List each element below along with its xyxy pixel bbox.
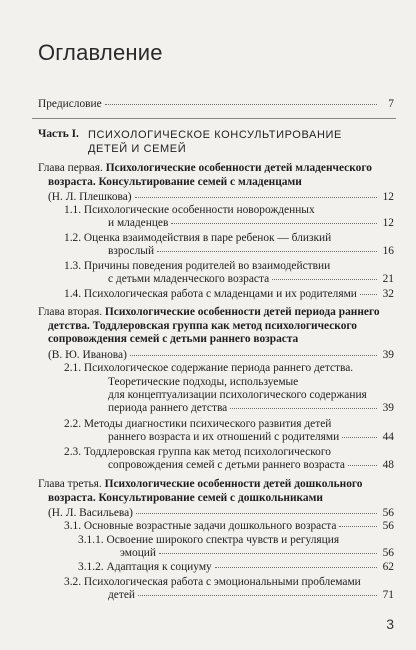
leader-dots (159, 552, 377, 554)
leader-dots (105, 103, 377, 105)
leader-dots (339, 525, 377, 527)
entry-line: 1.3. Причины поведения родителей во взаимодействии (64, 260, 331, 272)
folio-page-number: 3 (386, 616, 394, 632)
chapter-1-author[interactable] (48, 191, 394, 204)
entry-line: 1.4. Психологическая работа с младенцами и их родителями (64, 288, 357, 300)
toc-entry-title: Предисловие (38, 98, 102, 110)
leader-dots (272, 278, 377, 280)
leader-dots (138, 594, 377, 596)
chapter-prefix: Глава первая. (38, 162, 103, 174)
author: (Н. Л. Плешкова) (48, 191, 132, 203)
chapter-2-heading[interactable] (38, 306, 388, 347)
page-number: 32 (382, 288, 394, 300)
chapter-2-author[interactable] (48, 349, 394, 362)
chapter-title: Психологические особенности детей младенческого (105, 162, 372, 174)
leader-dots (230, 407, 377, 409)
entry-line: Теоретические подходы, используемые (108, 375, 299, 388)
page-number: 44 (382, 431, 394, 443)
toc-entry-2-3-cont[interactable] (108, 459, 394, 472)
author: (В. Ю. Иванова) (48, 349, 127, 361)
toc-entry-2-1[interactable] (64, 362, 367, 403)
chapter-title: Психологические особенности детей дошкольного (104, 478, 363, 490)
entry-line: периода раннего детства (108, 402, 228, 414)
page-number: 12 (382, 217, 394, 229)
toc-entry-3-1-1[interactable] (78, 534, 339, 548)
toc-entry-2-1-cont[interactable] (108, 402, 394, 415)
divider (32, 118, 396, 119)
toc-entry-3-2[interactable] (64, 576, 361, 590)
toc-entry-preface[interactable] (38, 98, 394, 111)
entry-line: и младенцев (108, 217, 169, 229)
part-label: Часть I. (38, 128, 79, 140)
leader-dots (136, 512, 377, 514)
toc-entry-2-2[interactable] (64, 418, 331, 432)
toc-entry-2-3[interactable] (64, 446, 331, 460)
page-number: 39 (382, 402, 394, 414)
chapter-prefix: Глава третья. (38, 478, 102, 490)
leader-dots (130, 354, 377, 356)
entry-line: эмоций (120, 547, 156, 559)
toc-entry-1-1[interactable] (64, 204, 315, 218)
toc-entry-3-1-1-cont[interactable] (120, 547, 394, 560)
page-number: 7 (388, 98, 394, 110)
page-title: Оглавление (38, 40, 163, 65)
page-number: 12 (382, 191, 394, 203)
page-number: 62 (382, 561, 394, 573)
chapter-1-heading[interactable] (38, 162, 388, 189)
entry-line: 1.1. Психологические особенности новорожденных (64, 204, 315, 216)
toc-entry-1-4[interactable] (64, 288, 394, 301)
part-title: ПСИХОЛОГИЧЕСКОЕ КОНСУЛЬТИРОВАНИЕ ДЕТЕЙ И СЕМЕЙ (88, 129, 342, 155)
toc-entry-1-3-cont[interactable] (108, 273, 394, 286)
entry-line: раннего возраста и их отношений с родителями (108, 431, 340, 443)
toc-entry-1-3[interactable] (64, 260, 330, 274)
entry-line: сопровождения семей с детьми раннего возраста (108, 459, 345, 471)
chapter-title: Психологические особенности детей периода раннего (104, 306, 380, 318)
page-number: 56 (382, 520, 394, 532)
entry-line: 1.2. Оценка взаимодействия в паре ребенок — близкий (64, 232, 332, 244)
entry-line: 3.2. Психологическая работа с эмоциональными проблемами (64, 576, 361, 588)
chapter-prefix: Глава вторая. (38, 306, 103, 318)
chapter-3-author[interactable] (48, 507, 394, 520)
chapter-title-cont: детства. Тоддлеровская группа как метод психологического (48, 319, 357, 332)
entry-line: 2.2. Методы диагностики психического развития детей (64, 418, 332, 430)
toc-entry-1-2[interactable] (64, 232, 331, 246)
entry-line: 3.1.2. Адаптация к социуму (78, 561, 212, 573)
leader-dots (215, 566, 377, 568)
entry-line: детей (108, 589, 135, 601)
toc-entry-1-1-cont[interactable] (108, 217, 394, 230)
entry-line: 2.3. Тоддлеровская группа как метод психологического (64, 446, 331, 458)
chapter-title-cont: возраста. Консультирование семей с младенцами (48, 175, 302, 188)
leader-dots (360, 293, 377, 295)
page-number: 71 (382, 589, 394, 601)
entry-line: взрослый (108, 245, 155, 257)
chapter-title-cont: сопровождения семей с детьми раннего возраста (48, 333, 299, 345)
toc-entry-2-2-cont[interactable] (108, 431, 394, 444)
chapter-title-cont: возраста. Консультирование семей с дошкольниками (48, 491, 323, 504)
page-number: 16 (382, 245, 394, 257)
chapter-3-heading[interactable] (38, 478, 388, 505)
leader-dots (135, 196, 377, 198)
toc-entry-3-1-2[interactable] (78, 561, 394, 574)
toc-entry-1-2-cont[interactable] (108, 245, 394, 258)
entry-line: 3.1.1. Освоение широкого спектра чувств и регуляция (78, 534, 340, 546)
leader-dots (342, 436, 377, 438)
toc-entry-3-2-cont[interactable] (108, 589, 394, 602)
page-number: 56 (382, 507, 394, 519)
leader-dots (348, 464, 377, 466)
leader-dots (171, 222, 377, 224)
author: (Н. Л. Васильева) (48, 507, 133, 519)
entry-line: для концептуализации психологического содержания (108, 389, 367, 401)
page-number: 39 (382, 349, 394, 361)
page-number: 21 (382, 273, 394, 285)
page-number: 56 (382, 547, 394, 559)
page-number: 48 (382, 459, 394, 471)
entry-line: с детьми младенческого возраста (108, 273, 270, 285)
entry-line: 2.1. Психологическое содержание периода раннего детства. (64, 362, 354, 374)
entry-line: 3.1. Основные возрастные задачи дошкольного возраста (64, 520, 337, 532)
leader-dots (157, 250, 377, 252)
toc-entry-3-1[interactable] (64, 520, 394, 533)
